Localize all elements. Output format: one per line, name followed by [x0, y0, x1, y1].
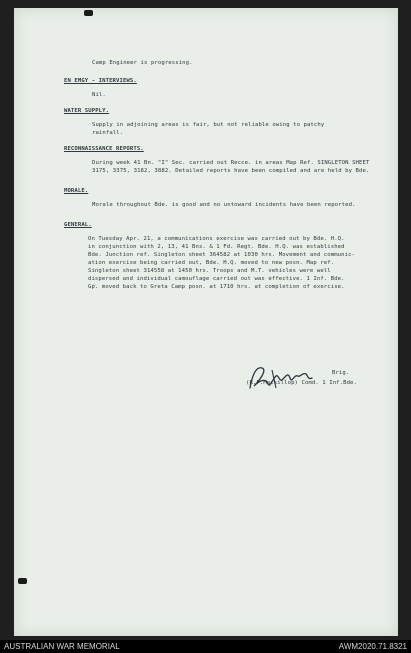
- general-line: Bde. Junction ref. Singleton sheet 364582 at 1030 hrs. Movement and communic-: [88, 252, 356, 258]
- document-page: [14, 8, 398, 636]
- footer-institution: AUSTRALIAN WAR MEMORIAL: [4, 642, 120, 651]
- section-body-reconnaissance: During week 41 Bn. "I" Sec. carried out Recce. in areas Map Ref. SINGLETON SHEET 3175, 3375, 3182, 3882. Detailed reports have been compiled and are held by Bde.: [92, 160, 370, 174]
- signature-rank: Brig.: [332, 370, 350, 376]
- intro-text: Camp Engineer is progressing.: [92, 60, 193, 66]
- archive-footer: [0, 640, 411, 653]
- general-line: ation exercise being carried out, Bde. H.Q. moved to new posn. Map ref.: [88, 260, 335, 266]
- section-heading-water: WATER SUPPLY.: [64, 108, 110, 114]
- section-body-enemy: Nil.: [92, 92, 106, 98]
- section-heading-morale: MORALE.: [64, 188, 89, 194]
- footer-accession-number: AWM2020.71.8321: [338, 642, 407, 651]
- general-line: Gp. moved back to Greta Camp posn. at 1710 hrs. at completion of exercise.: [88, 284, 345, 290]
- section-body-morale: Morale throughout Bde. is good and no untoward incidents have been reported.: [92, 202, 356, 208]
- section-heading-general: GENERAL.: [64, 222, 92, 228]
- general-line: Singleton sheet 314558 at 1450 hrs. Troops and M.T. vehicles were well: [88, 268, 331, 274]
- punch-hole: [84, 10, 93, 16]
- signature-name: (R.F.Mackillop) Comd. 1 Inf.Bde.: [246, 380, 357, 386]
- section-heading-enemy: EN EMGY - INTERVIEWS.: [64, 78, 137, 84]
- punch-hole: [18, 578, 27, 584]
- general-line: On Tuesday Apr. 21, a communications exercise was carried out by Bde. H.Q.: [88, 236, 345, 242]
- handwritten-signature: [242, 358, 332, 398]
- section-body-water: Supply in adjoining areas is fair, but not reliable owing to patchy rainfall.: [92, 122, 325, 136]
- general-line: dispersed and individual camouflage carried out was effective. 1 Inf. Bde.: [88, 276, 345, 282]
- section-heading-reconnaissance: RECONNAISSANCE REPORTS.: [64, 146, 144, 152]
- general-line: in conjunction with 2, 13, 41 Bns. & 1 Fd. Regt. Bde. H.Q. was established: [88, 244, 345, 250]
